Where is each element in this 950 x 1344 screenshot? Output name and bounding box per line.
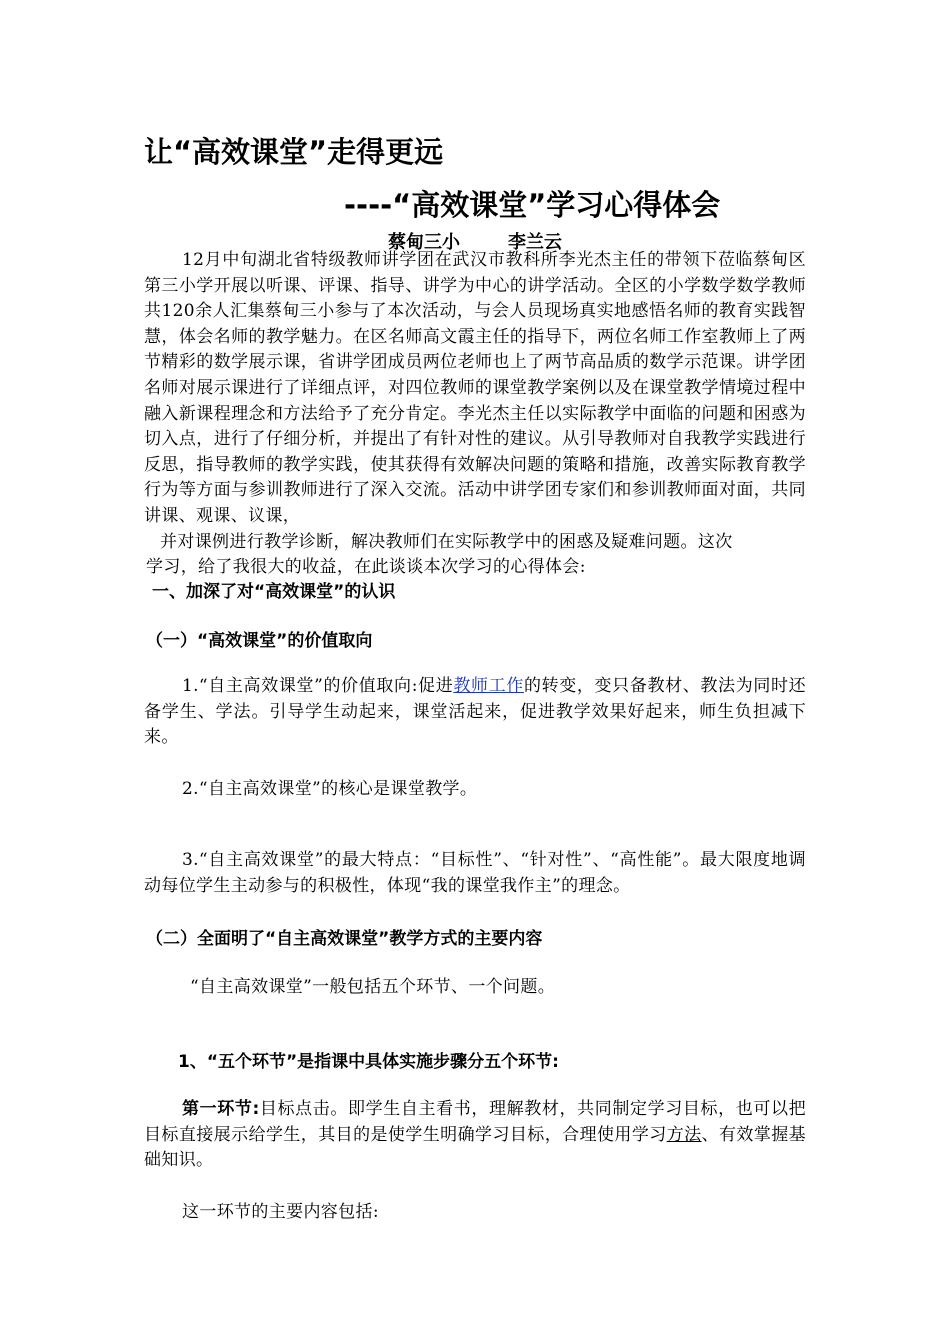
- section-heading-1: 一、加深了对“高效课堂”的认识: [152, 582, 396, 602]
- item-1-text-post: 的转变，变只备教材、教法为同时还备学生、学法。引导学生动起来，课堂活起来，促进教学效果好起来，师生负担减下来。: [144, 676, 806, 748]
- page-subtitle: ----“高效课堂”学习心得体会: [344, 188, 721, 222]
- page-title: 让“高效课堂”走得更远: [144, 135, 444, 169]
- five-steps-heading: 1、“五个环节”是指课中具体实施步骤分五个环节:: [178, 1052, 559, 1072]
- intro-tail-line-1: 并对课例进行教学诊断，解决教师们在实际教学中的困惑及疑难问题。这次: [160, 532, 733, 552]
- item-3-paragraph: 3.“自主高效课堂”的最大特点：“目标性”、“针对性”、“高性能”。最大限度地调动每位学生主动参与的积极性，体现“我的课堂我作主”的理念。: [144, 850, 806, 896]
- overview-line: “自主高效课堂”一般包括五个环节、一个问题。: [190, 977, 556, 997]
- author-name: 李兰云: [508, 232, 562, 253]
- step-1-contents-line: 这一环节的主要内容包括:: [182, 1202, 379, 1222]
- subsection-heading-2: （二）全面明了“自主高效课堂”教学方式的主要内容: [146, 929, 543, 949]
- step-1-text-pre: 目标点击。即学生自主看书，理解教材，共同制定学习目标，也可以把目标直接展示给学生，其目的是使学生明确学习目标，合理使用学习: [144, 1099, 806, 1145]
- step-1-paragraph: [144, 1097, 806, 1174]
- teacher-work-link[interactable]: 教师工作: [453, 676, 524, 696]
- item-1-paragraph: [144, 674, 806, 751]
- author-school: 蔡甸三小: [388, 232, 460, 253]
- step-1-label: 第一环节:: [182, 1099, 260, 1119]
- step-1-text-post: 、有效掌握基础知识。: [144, 1124, 807, 1171]
- intro-tail-line-2: 学习，给了我很大的收益，在此谈谈本次学习的心得体会:: [146, 557, 586, 577]
- method-underlined: 方法: [666, 1124, 702, 1145]
- item-2: 2.“自主高效课堂”的核心是课堂教学。: [182, 779, 478, 799]
- item-1-text-pre: 1.“自主高效课堂”的价值取向:促进: [182, 676, 454, 696]
- subsection-heading-1: （一）“高效课堂”的价值取向: [146, 631, 373, 651]
- intro-paragraph: 12月中旬湖北省特级教师讲学团在武汉市教科所李光杰主任的带领下莅临蔡甸区第三小学开展以听课、评课、指导、讲学为中心的讲学活动。全区的小学数学数学教师共120余人汇集蔡甸三小参与了本次活动，与会人员现场真实地感悟名师的教育实践智慧，体会名师的教学魅力。在区名师高文霞主任的指导下，两位名师工作室教师上了两节精彩的数学展示课，省讲学团成员两位老师也上了两节高品质的数学示范课。讲学团名师对展示课进行了详细点评，对四位教师的课堂教学案例以及在课堂教学情境过程中融入新课程理念和方法给予了充分肯定。李光杰主任以实际教学中面临的问题和困惑为切入点，进行了仔细分析，并提出了有针对性的建议。从引导教师对自我教学实践进行反思，指导教师的教学实践，使其获得有效解决问题的策略和措施，改善实际教育教学行为等方面与参训教师进行了深入交流。活动中讲学团专家们和参训教师面对面，共同讲课、观课、议课，: [144, 250, 806, 526]
